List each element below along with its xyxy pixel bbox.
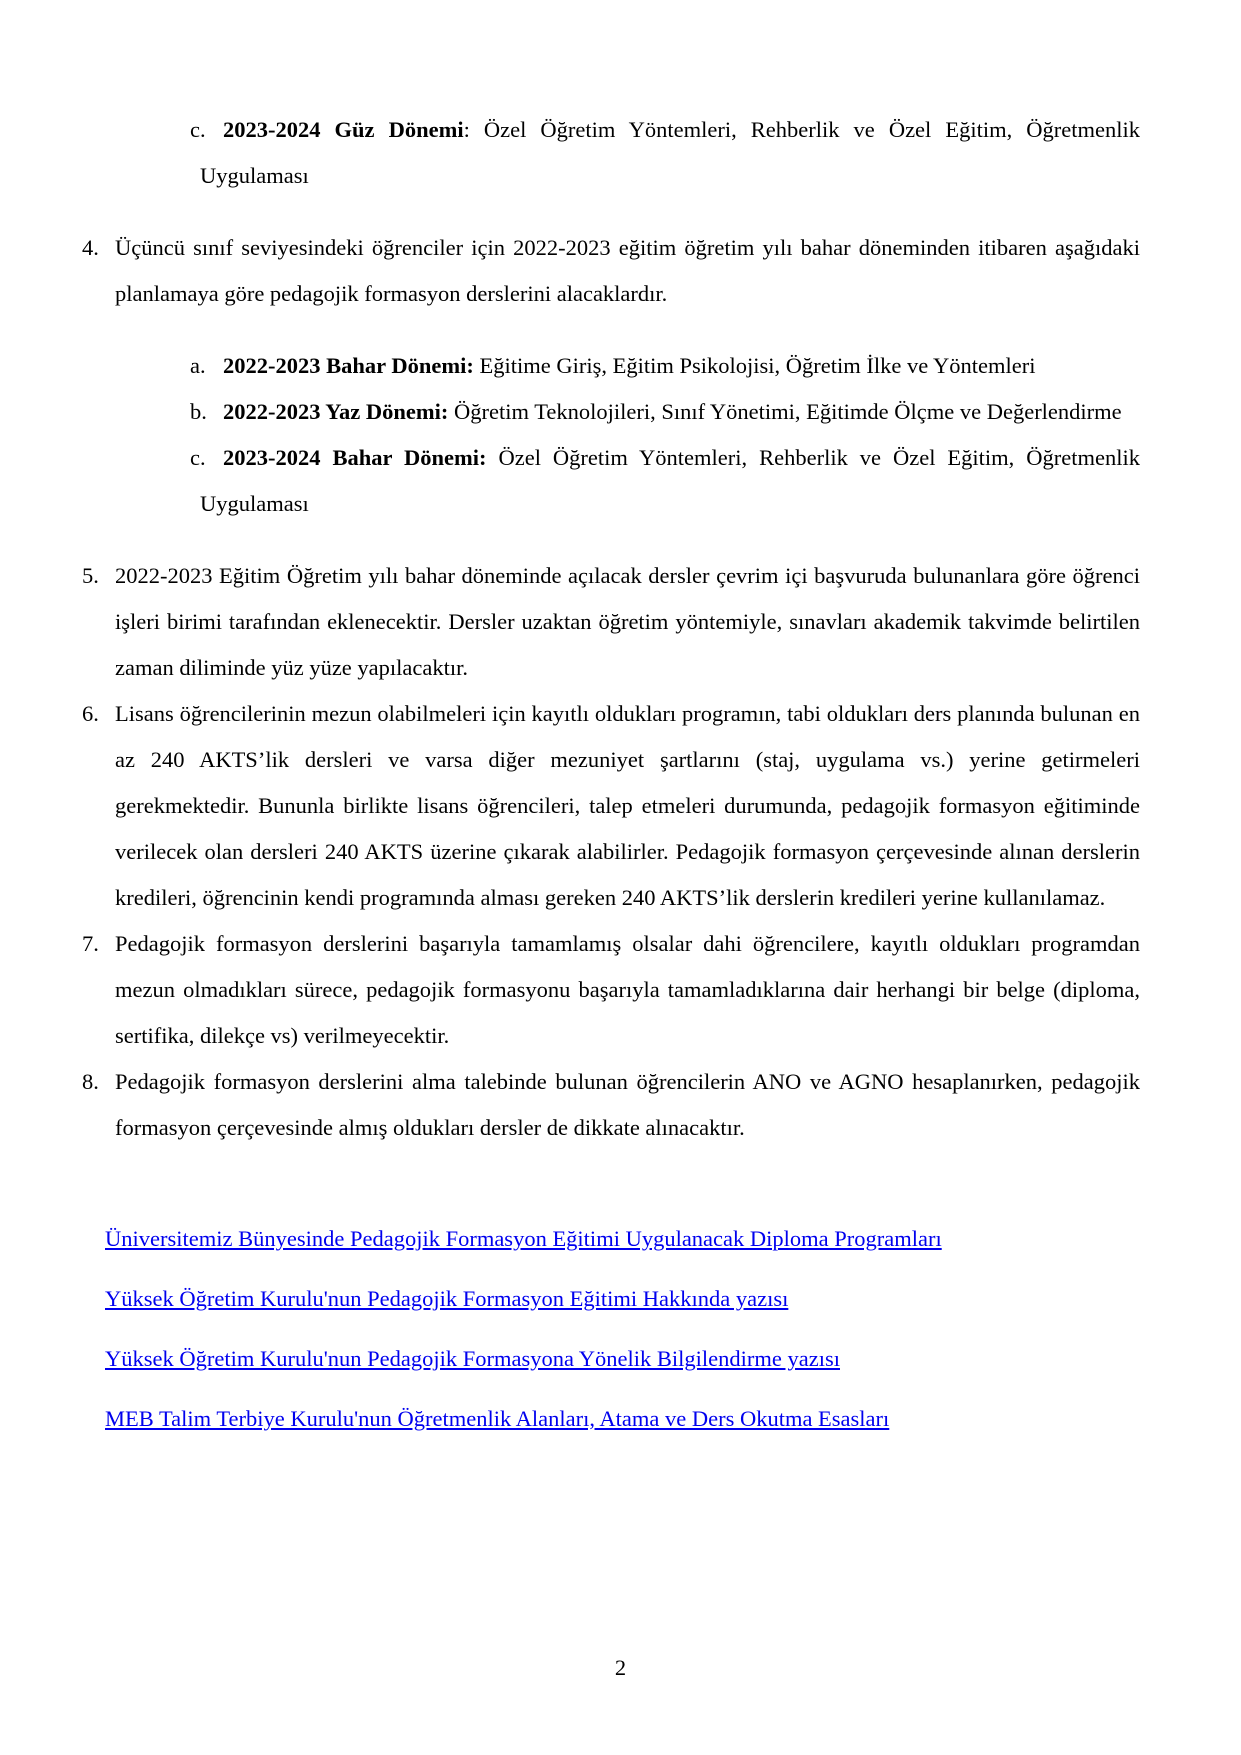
list-item-b	[82, 389, 1140, 435]
item-5-body: 2022-2023 Eğitim Öğretim yılı bahar döneminde açılacak dersler çevrim içi başvuruda bulunanlara göre öğrenci işleri birimi tarafından eklenecektir. Dersler uzaktan öğretim yöntemiyle, sınavları akademik takvimde belirtilen zaman diliminde yüz yüze yapılacaktır.	[115, 563, 1140, 680]
link-row	[105, 1276, 1140, 1322]
list-label: 7.	[82, 931, 99, 956]
list-item-5	[82, 553, 1140, 691]
list-label: 8.	[82, 1069, 99, 1094]
term-bold-text: 2023-2024 Güz Dönemi	[223, 117, 464, 142]
list-label: a.	[190, 353, 206, 378]
document-body	[82, 107, 1140, 1456]
item-6-body: Lisans öğrencilerinin mezun olabilmeleri için kayıtlı oldukları programın, tabi oldukları ders planında bulunan en az 240 AKTS’lik dersleri ve varsa diğer mezuniyet şartlarını (staj, uygulama vs.) yerine getirmeleri gerekmektedir. Bununla birlikte lisans öğrencileri, talep etmeleri durumunda, pedagojik formasyon eğitiminde verilecek olan dersleri 240 AKTS üzerine çıkarak alabilirler. Pedagojik formasyon çerçevesinde alınan derslerin kredileri, öğrencinin kendi programında alması gereken 240 AKTS’lik derslerin kredileri yerine kullanılamaz.	[115, 701, 1140, 910]
list-label: 6.	[82, 701, 99, 726]
list-item-6	[82, 691, 1140, 921]
term-courses-text: Öğretim Teknolojileri, Sınıf Yönetimi, Eğitimde Ölçme ve Değerlendirme	[448, 399, 1122, 424]
link-row	[105, 1336, 1140, 1382]
link-diploma-programlari[interactable]: Üniversitemiz Bünyesinde Pedagojik Formasyon Eğitimi Uygulanacak Diploma Programları	[105, 1226, 942, 1251]
list-label: b.	[190, 399, 207, 424]
link-meb-esaslari[interactable]: MEB Talim Terbiye Kurulu'nun Öğretmenlik Alanları, Atama ve Ders Okutma Esasları	[105, 1406, 890, 1431]
sublist-terms	[82, 343, 1140, 527]
term-bold-text: 2022-2023 Bahar Dönemi:	[223, 353, 474, 378]
link-yok-formasyon-egitimi-yazisi[interactable]: Yüksek Öğretim Kurulu'nun Pedagojik Formasyon Eğitimi Hakkında yazısı	[105, 1286, 789, 1311]
link-yok-bilgilendirme-yazisi[interactable]: Yüksek Öğretim Kurulu'nun Pedagojik Formasyona Yönelik Bilgilendirme yazısı	[105, 1346, 840, 1371]
term-courses-text: Eğitime Giriş, Eğitim Psikolojisi, Öğretim İlke ve Yöntemleri	[473, 353, 1036, 378]
link-row	[105, 1396, 1140, 1442]
list-label: 5.	[82, 563, 99, 588]
list-item-7	[82, 921, 1140, 1059]
list-item-c	[82, 435, 1140, 527]
list-item-a	[82, 343, 1140, 389]
list-label: c.	[190, 445, 206, 470]
list-label: 4.	[82, 235, 99, 260]
list-item-4	[82, 225, 1140, 527]
link-row	[105, 1216, 1140, 1262]
item-7-body: Pedagojik formasyon derslerini başarıyla tamamlamış olsalar dahi öğrencilere, kayıtlı oldukları programdan mezun olmadıkları sürece, pedagojik formasyonu başarıyla tamamladıklarına dair herhangi bir belge (diploma, sertifika, dilekçe vs) verilmeyecektir.	[115, 931, 1140, 1048]
list-label: c.	[190, 117, 206, 142]
list-item-c-guz-donemi	[82, 107, 1140, 199]
list-item-4-text	[82, 225, 1140, 317]
item-8-body: Pedagojik formasyon derslerini alma talebinde bulunan öğrencilerin ANO ve AGNO hesaplanırken, pedagojik formasyon çerçevesinde almış oldukları dersler de dikkate alınacaktır.	[115, 1069, 1140, 1140]
term-courses-text: Özel Öğretim Yöntemleri, Rehberlik ve Özel Eğitim, Öğretmenlik Uygulaması	[200, 445, 1140, 516]
page-number: 2	[614, 1655, 627, 1680]
list-item-8	[82, 1059, 1140, 1151]
term-bold-text: 2023-2024 Bahar Dönemi:	[223, 445, 487, 470]
term-courses-text: : Özel Öğretim Yöntemleri, Rehberlik ve Özel Eğitim, Öğretmenlik Uygulaması	[200, 117, 1140, 188]
related-links	[82, 1216, 1140, 1442]
item-4-body: Üçüncü sınıf seviyesindeki öğrenciler için 2022-2023 eğitim öğretim yılı bahar döneminden itibaren aşağıdaki planlamaya göre pedagojik formasyon derslerini alacaklardır.	[115, 235, 1140, 306]
term-bold-text: 2022-2023 Yaz Dönemi:	[223, 399, 449, 424]
